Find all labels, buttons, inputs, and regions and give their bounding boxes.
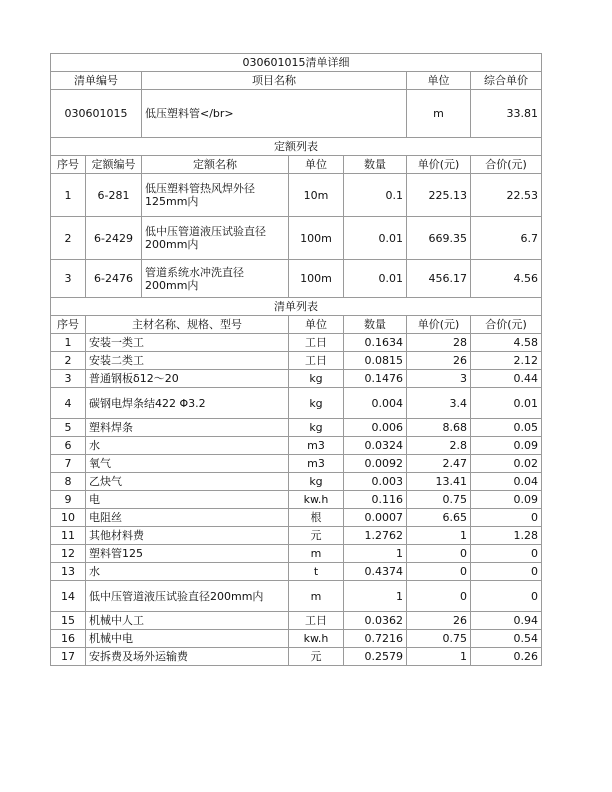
material-unit: t bbox=[289, 563, 344, 581]
material-row bbox=[51, 630, 542, 648]
material-name: 水 bbox=[86, 563, 289, 581]
material-total: 0.04 bbox=[471, 473, 542, 491]
material-name: 低中压管道液压试验直径200mm内 bbox=[86, 581, 289, 612]
material-row bbox=[51, 437, 542, 455]
material-price: 26 bbox=[407, 352, 471, 370]
material-total: 0 bbox=[471, 509, 542, 527]
row-number: 6 bbox=[51, 437, 86, 455]
row-number: 5 bbox=[51, 419, 86, 437]
material-price: 28 bbox=[407, 334, 471, 352]
header-cell: 定额名称 bbox=[142, 156, 289, 174]
quota-header-row bbox=[51, 156, 542, 174]
material-qty: 0.0362 bbox=[344, 612, 407, 630]
material-total: 0.01 bbox=[471, 388, 542, 419]
section-title: 清单列表 bbox=[51, 298, 542, 316]
material-unit: kg bbox=[289, 419, 344, 437]
material-row bbox=[51, 612, 542, 630]
material-unit: m3 bbox=[289, 437, 344, 455]
material-row bbox=[51, 352, 542, 370]
material-row bbox=[51, 563, 542, 581]
material-qty: 0.004 bbox=[344, 388, 407, 419]
quota-name: 低中压管道液压试验直径200mm内 bbox=[142, 217, 289, 260]
material-total: 0 bbox=[471, 563, 542, 581]
row-number: 2 bbox=[51, 352, 86, 370]
material-name: 乙炔气 bbox=[86, 473, 289, 491]
material-name: 氧气 bbox=[86, 455, 289, 473]
material-price: 0 bbox=[407, 563, 471, 581]
material-unit: kg bbox=[289, 388, 344, 419]
row-number: 12 bbox=[51, 545, 86, 563]
material-name: 其他材料费 bbox=[86, 527, 289, 545]
material-qty: 1 bbox=[344, 581, 407, 612]
material-unit: m bbox=[289, 545, 344, 563]
quota-price: 456.17 bbox=[407, 260, 471, 298]
material-price: 0 bbox=[407, 545, 471, 563]
material-row bbox=[51, 473, 542, 491]
header-cell: 综合单价 bbox=[471, 72, 542, 90]
material-price: 8.68 bbox=[407, 419, 471, 437]
material-total: 0.09 bbox=[471, 437, 542, 455]
header-cell: 定额编号 bbox=[86, 156, 142, 174]
header-cell: 主材名称、规格、型号 bbox=[86, 316, 289, 334]
material-total: 0.09 bbox=[471, 491, 542, 509]
material-total: 0.94 bbox=[471, 612, 542, 630]
material-name: 安装二类工 bbox=[86, 352, 289, 370]
quota-row bbox=[51, 174, 542, 217]
material-total: 0 bbox=[471, 581, 542, 612]
materials-header-row bbox=[51, 316, 542, 334]
material-price: 6.65 bbox=[407, 509, 471, 527]
row-number: 14 bbox=[51, 581, 86, 612]
material-unit: kw.h bbox=[289, 630, 344, 648]
bill-detail-table bbox=[50, 53, 542, 666]
material-qty: 0.006 bbox=[344, 419, 407, 437]
header-cell: 单位 bbox=[289, 316, 344, 334]
page-title: 030601015清单详细 bbox=[51, 54, 542, 72]
material-price: 3.4 bbox=[407, 388, 471, 419]
header-cell: 数量 bbox=[344, 316, 407, 334]
bill-price: 33.81 bbox=[471, 90, 542, 138]
row-number: 1 bbox=[51, 334, 86, 352]
quota-total: 4.56 bbox=[471, 260, 542, 298]
material-row bbox=[51, 509, 542, 527]
material-total: 0.44 bbox=[471, 370, 542, 388]
quota-row bbox=[51, 260, 542, 298]
material-row bbox=[51, 527, 542, 545]
bill-code: 030601015 bbox=[51, 90, 142, 138]
material-name: 安装一类工 bbox=[86, 334, 289, 352]
quota-qty: 0.1 bbox=[344, 174, 407, 217]
title-row bbox=[51, 54, 542, 72]
row-number: 3 bbox=[51, 370, 86, 388]
header-cell: 单位 bbox=[407, 72, 471, 90]
material-qty: 0.0007 bbox=[344, 509, 407, 527]
material-unit: kg bbox=[289, 473, 344, 491]
summary-header-row bbox=[51, 72, 542, 90]
material-qty: 0.4374 bbox=[344, 563, 407, 581]
material-name: 机械中人工 bbox=[86, 612, 289, 630]
material-price: 0 bbox=[407, 581, 471, 612]
row-number: 15 bbox=[51, 612, 86, 630]
bill-unit: m bbox=[407, 90, 471, 138]
material-unit: 工日 bbox=[289, 612, 344, 630]
material-price: 13.41 bbox=[407, 473, 471, 491]
material-price: 26 bbox=[407, 612, 471, 630]
material-name: 塑料焊条 bbox=[86, 419, 289, 437]
material-unit: m bbox=[289, 581, 344, 612]
material-total: 0.02 bbox=[471, 455, 542, 473]
row-number: 2 bbox=[51, 217, 86, 260]
material-name: 塑料管125 bbox=[86, 545, 289, 563]
material-name: 机械中电 bbox=[86, 630, 289, 648]
material-name: 碳钢电焊条结422 Φ3.2 bbox=[86, 388, 289, 419]
material-qty: 1.2762 bbox=[344, 527, 407, 545]
row-number: 1 bbox=[51, 174, 86, 217]
material-qty: 0.7216 bbox=[344, 630, 407, 648]
material-qty: 0.0324 bbox=[344, 437, 407, 455]
material-total: 0.05 bbox=[471, 419, 542, 437]
material-name: 普通钢板δ12～20 bbox=[86, 370, 289, 388]
material-total: 2.12 bbox=[471, 352, 542, 370]
bill-name: 低压塑料管</br> bbox=[142, 90, 407, 138]
quota-unit: 100m bbox=[289, 260, 344, 298]
material-row bbox=[51, 334, 542, 352]
material-row bbox=[51, 545, 542, 563]
row-number: 3 bbox=[51, 260, 86, 298]
material-price: 0.75 bbox=[407, 630, 471, 648]
material-unit: kg bbox=[289, 370, 344, 388]
row-number: 8 bbox=[51, 473, 86, 491]
material-price: 2.8 bbox=[407, 437, 471, 455]
header-cell: 单价(元) bbox=[407, 316, 471, 334]
material-qty: 0.0092 bbox=[344, 455, 407, 473]
material-total: 0 bbox=[471, 545, 542, 563]
material-qty: 1 bbox=[344, 545, 407, 563]
material-unit: m3 bbox=[289, 455, 344, 473]
material-price: 3 bbox=[407, 370, 471, 388]
header-cell: 数量 bbox=[344, 156, 407, 174]
material-qty: 0.1476 bbox=[344, 370, 407, 388]
material-name: 安拆费及场外运输费 bbox=[86, 648, 289, 666]
quota-unit: 10m bbox=[289, 174, 344, 217]
material-row bbox=[51, 648, 542, 666]
quota-code: 6-2429 bbox=[86, 217, 142, 260]
material-row bbox=[51, 581, 542, 612]
header-cell: 合价(元) bbox=[471, 316, 542, 334]
material-qty: 0.1634 bbox=[344, 334, 407, 352]
material-price: 2.47 bbox=[407, 455, 471, 473]
row-number: 9 bbox=[51, 491, 86, 509]
summary-row bbox=[51, 90, 542, 138]
material-total: 0.54 bbox=[471, 630, 542, 648]
section-row bbox=[51, 298, 542, 316]
header-cell: 单位 bbox=[289, 156, 344, 174]
material-unit: 元 bbox=[289, 648, 344, 666]
quota-name: 低压塑料管热风焊外径125mm内 bbox=[142, 174, 289, 217]
material-qty: 0.2579 bbox=[344, 648, 407, 666]
row-number: 10 bbox=[51, 509, 86, 527]
section-title: 定额列表 bbox=[51, 138, 542, 156]
material-total: 1.28 bbox=[471, 527, 542, 545]
quota-price: 225.13 bbox=[407, 174, 471, 217]
header-cell: 序号 bbox=[51, 156, 86, 174]
material-unit: 根 bbox=[289, 509, 344, 527]
material-price: 0.75 bbox=[407, 491, 471, 509]
quota-qty: 0.01 bbox=[344, 217, 407, 260]
material-row bbox=[51, 455, 542, 473]
row-number: 17 bbox=[51, 648, 86, 666]
quota-code: 6-2476 bbox=[86, 260, 142, 298]
material-name: 电 bbox=[86, 491, 289, 509]
material-unit: 元 bbox=[289, 527, 344, 545]
material-row bbox=[51, 388, 542, 419]
row-number: 4 bbox=[51, 388, 86, 419]
row-number: 7 bbox=[51, 455, 86, 473]
header-cell: 单价(元) bbox=[407, 156, 471, 174]
header-cell: 合价(元) bbox=[471, 156, 542, 174]
quota-total: 22.53 bbox=[471, 174, 542, 217]
material-name: 水 bbox=[86, 437, 289, 455]
quota-price: 669.35 bbox=[407, 217, 471, 260]
header-cell: 清单编号 bbox=[51, 72, 142, 90]
material-total: 4.58 bbox=[471, 334, 542, 352]
material-qty: 0.0815 bbox=[344, 352, 407, 370]
material-price: 1 bbox=[407, 527, 471, 545]
material-row bbox=[51, 419, 542, 437]
material-qty: 0.003 bbox=[344, 473, 407, 491]
material-price: 1 bbox=[407, 648, 471, 666]
header-cell: 项目名称 bbox=[142, 72, 407, 90]
row-number: 16 bbox=[51, 630, 86, 648]
quota-unit: 100m bbox=[289, 217, 344, 260]
row-number: 13 bbox=[51, 563, 86, 581]
row-number: 11 bbox=[51, 527, 86, 545]
material-unit: 工日 bbox=[289, 352, 344, 370]
material-row bbox=[51, 370, 542, 388]
quota-code: 6-281 bbox=[86, 174, 142, 217]
section-row bbox=[51, 138, 542, 156]
material-row bbox=[51, 491, 542, 509]
header-cell: 序号 bbox=[51, 316, 86, 334]
material-unit: kw.h bbox=[289, 491, 344, 509]
quota-row bbox=[51, 217, 542, 260]
quota-name: 管道系统水冲洗直径200mm内 bbox=[142, 260, 289, 298]
material-total: 0.26 bbox=[471, 648, 542, 666]
quota-total: 6.7 bbox=[471, 217, 542, 260]
material-name: 电阻丝 bbox=[86, 509, 289, 527]
quota-qty: 0.01 bbox=[344, 260, 407, 298]
material-unit: 工日 bbox=[289, 334, 344, 352]
material-qty: 0.116 bbox=[344, 491, 407, 509]
